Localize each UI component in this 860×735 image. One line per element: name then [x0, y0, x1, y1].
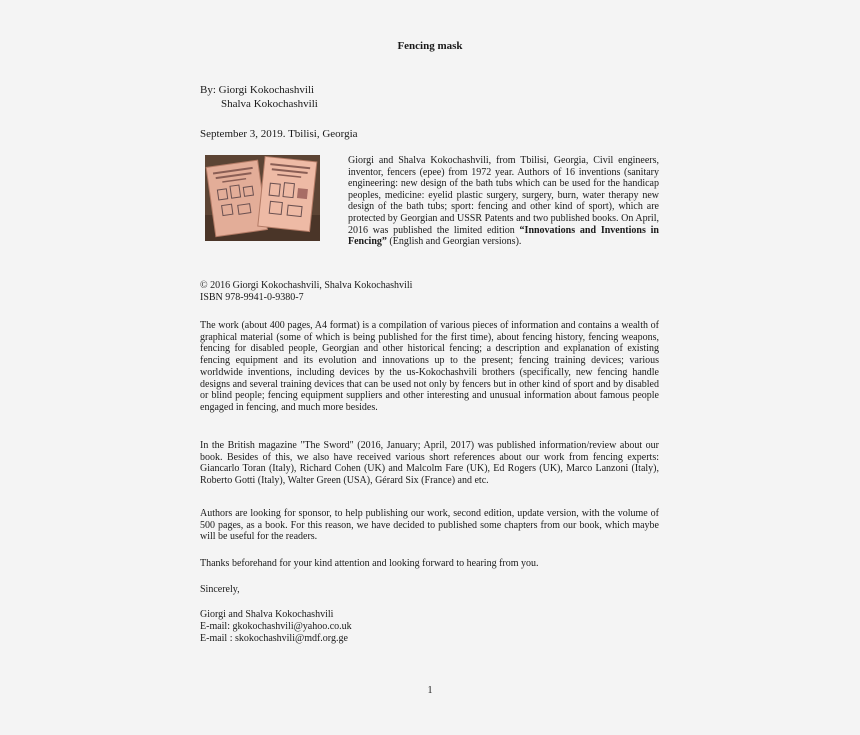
book-title: “Innovations and Inventions in Fencing”	[348, 224, 659, 248]
books-image	[205, 155, 320, 241]
author-line-2: Shalva Kokochashvili	[221, 98, 318, 110]
intro-paragraph	[348, 155, 659, 248]
intro-text-after: (English and Georgian versions).	[386, 236, 522, 248]
byline	[200, 83, 318, 111]
date-place: September 3, 2019. Tbilisi, Georgia	[200, 128, 358, 140]
work-paragraph: The work (about 400 pages, A4 format) is a compilation of various pieces of information and contains a wealth of graphical material (some of which is being published for the first time), about fencing history, fencing weapons, fencing for disabled people, Georgian and other historical fencing; a description and explanation of existing fencing equipment and its evolution and innovations up to the present; fencing training devices; various worldwide inventions, including devices by the us-Kokochashvili brothers (specifically, new fencing handle designs and several training devices that can be used not only by fencers but in other kind of sport and by disabled or blind people; fencing equipment suppliers and other interesting and unusual information about famous people engaged in fencing, and much more besides.	[200, 320, 659, 413]
sponsor-paragraph: Authors are looking for sponsor, to help publishing our work, second edition, update version, with the volume of 500 pages, as a book. For this reason, we have decided to published some chapters from our book, which maybe will be useful for the readers.	[200, 508, 659, 543]
thanks-paragraph: Thanks beforehand for your kind attention and looking forward to hearing from you.	[200, 558, 539, 569]
author-line-1: By: Giorgi Kokochashvili	[200, 84, 315, 96]
page-number: 1	[427, 685, 433, 696]
closing-line: Sincerely,	[200, 584, 240, 595]
copyright-line: © 2016 Giorgi Kokochashvili, Shalva Kokochashvili	[200, 280, 413, 291]
signature-block	[200, 609, 352, 645]
copyright-block	[200, 280, 412, 304]
intro-text-before: Giorgi and Shalva Kokochashvili, from Tbilisi, Georgia, Civil engineers, inventor, fencers (epee) from 1972 year. Authors of 16 inventions (sanitary engineering: new design of the bath tubs which can be used for the handicap peoples, medicine: eyelid plastic surgery, surgery, burn, water therapy new design of the bath tubs; sport: fencing and other kind of sport), which are protected by Georgian and USSR Patents and two published books. On April, 2016 was published the limited edition	[348, 155, 659, 236]
email-line-2: E-mail : skokochashvili@mdf.org.ge	[200, 633, 348, 644]
book-cover-photo	[205, 155, 320, 241]
review-paragraph: In the British magazine "The Sword" (2016, January; April, 2017) was published information/review about our book. Besides of this, we also have received various short references about our work from fencing experts: Giancarlo Toran (Italy), Richard Cohen (UK) and Malcolm Fare (UK), Ed Rogers (UK), Marco Lanzoni (Italy), Roberto Gotti (Italy), Walter Green (USA), Gérard Six (France) and etc.	[200, 440, 659, 487]
signature-names: Giorgi and Shalva Kokochashvili	[200, 609, 334, 620]
document-title: Fencing mask	[397, 40, 463, 52]
email-line-1: E-mail: gkokochashvili@yahoo.co.uk	[200, 621, 352, 632]
isbn-line: ISBN 978-9941-0-9380-7	[200, 292, 304, 303]
